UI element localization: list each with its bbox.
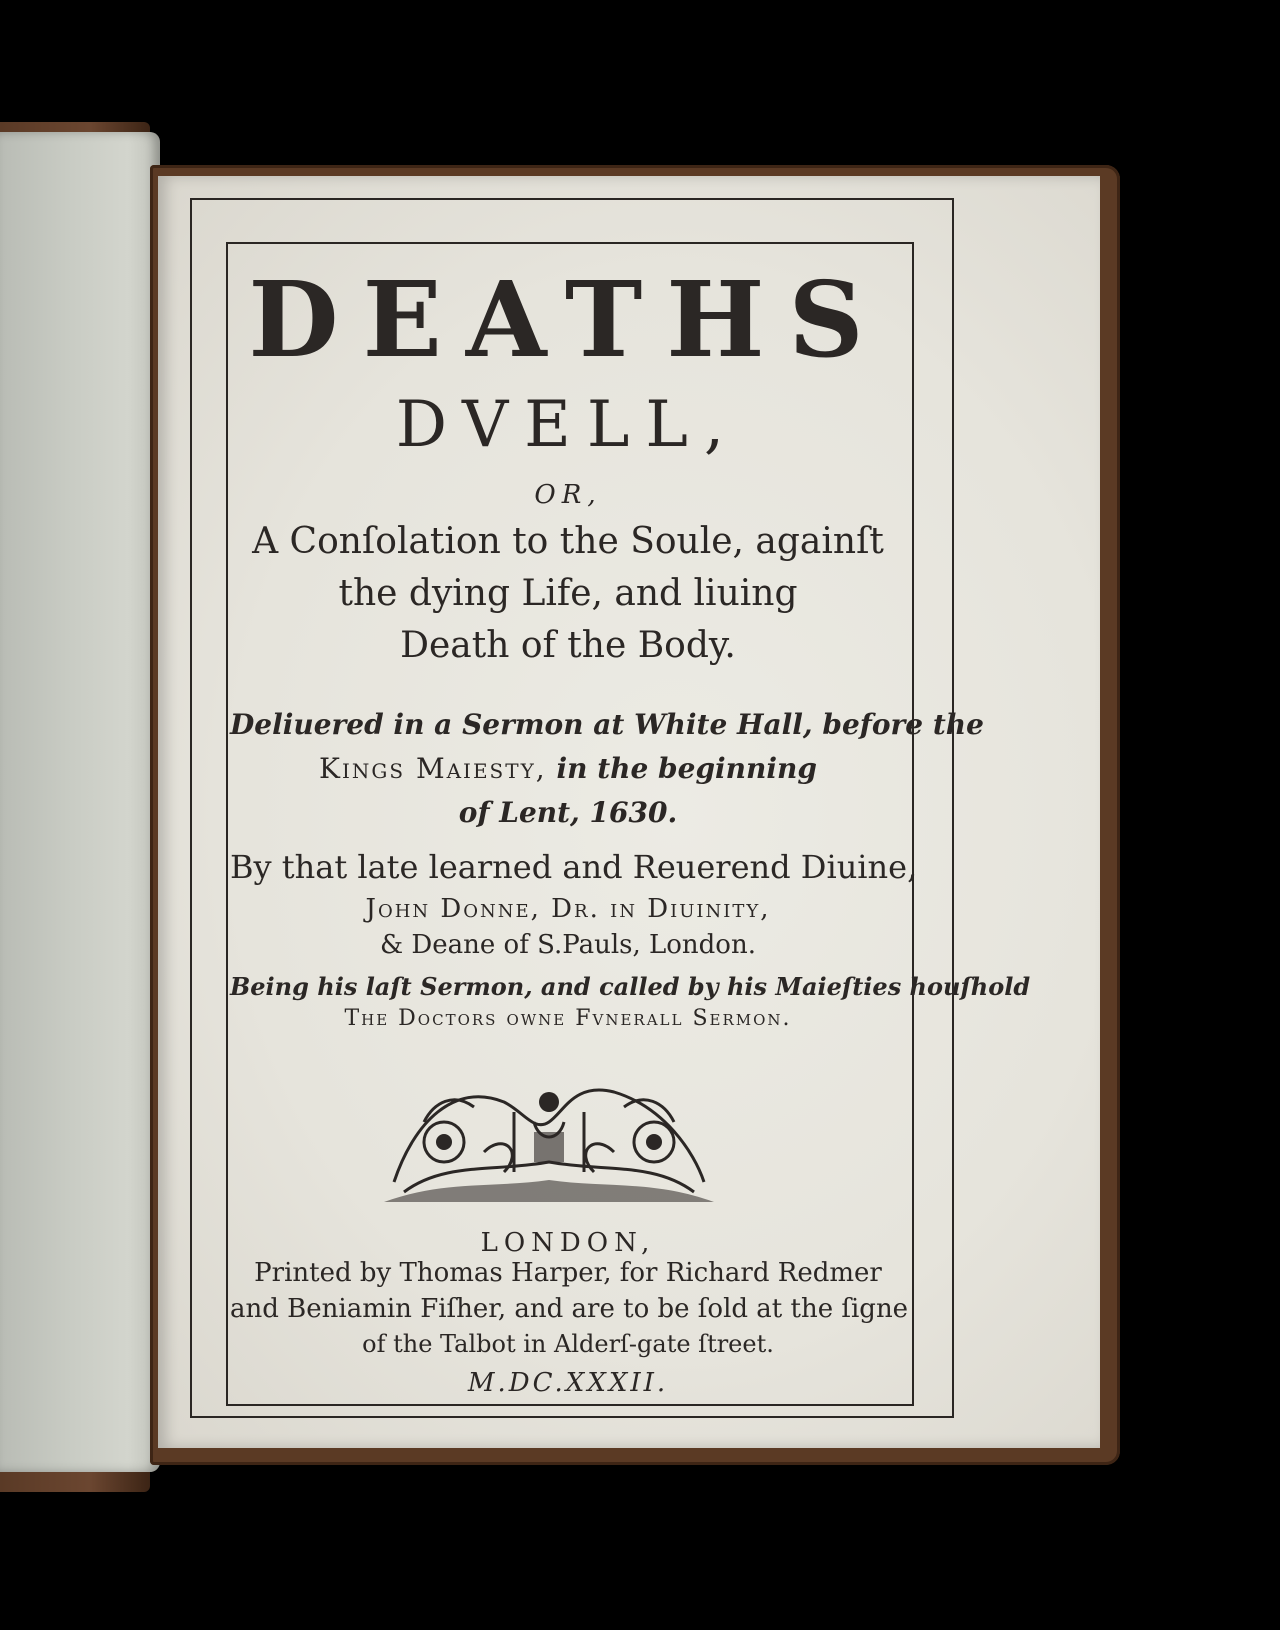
left-page-block: [0, 132, 160, 1472]
title-duell: DVELL,: [395, 388, 741, 462]
delivered-line-2: [230, 752, 906, 786]
author-line-2: John Donne, Dr. in Diuinity,: [365, 894, 771, 924]
in-the-beginning: in the beginning: [546, 752, 817, 785]
title-or: OR,: [534, 480, 602, 510]
subtitle-line-2: the dying Life, and liuing: [338, 573, 798, 614]
imprint-city: LONDON,: [480, 1228, 656, 1258]
imprint-line-2: and Beniamin Fiſher, and are to be ſold at the ſigne: [230, 1294, 909, 1324]
imprint-date: M.DC.XXXII.: [467, 1368, 669, 1398]
delivered-line-1: Deliuered in a Sermon at White Hall, before the: [230, 708, 984, 741]
woodcut-headpiece-icon: [384, 1062, 714, 1208]
kings-maiesty: Kings Maiesty,: [319, 752, 547, 785]
subtitle-line-1: A Conſolation to the Soule, againſt: [252, 521, 884, 562]
imprint-line-1: Printed by Thomas Harper, for Richard Redmer: [254, 1258, 882, 1288]
doctors-funeral-sermon: The Doctors owne Fvnerall Sermon.: [344, 1006, 792, 1031]
delivered-line-3: of Lent, 1630.: [458, 796, 678, 829]
author-line-1: By that late learned and Reuerend Diuine,: [230, 848, 918, 886]
imprint-line-3: of the Talbot in Alderſ-gate ſtreet.: [362, 1330, 774, 1358]
being-line: Being his laſt Sermon, and called by his Maieſties houſhold: [230, 972, 1031, 1001]
author-line-3: & Deane of S.Pauls, London.: [380, 930, 756, 960]
title-deaths: DEATHS: [248, 258, 888, 381]
subtitle-line-3: Death of the Body.: [400, 625, 736, 666]
